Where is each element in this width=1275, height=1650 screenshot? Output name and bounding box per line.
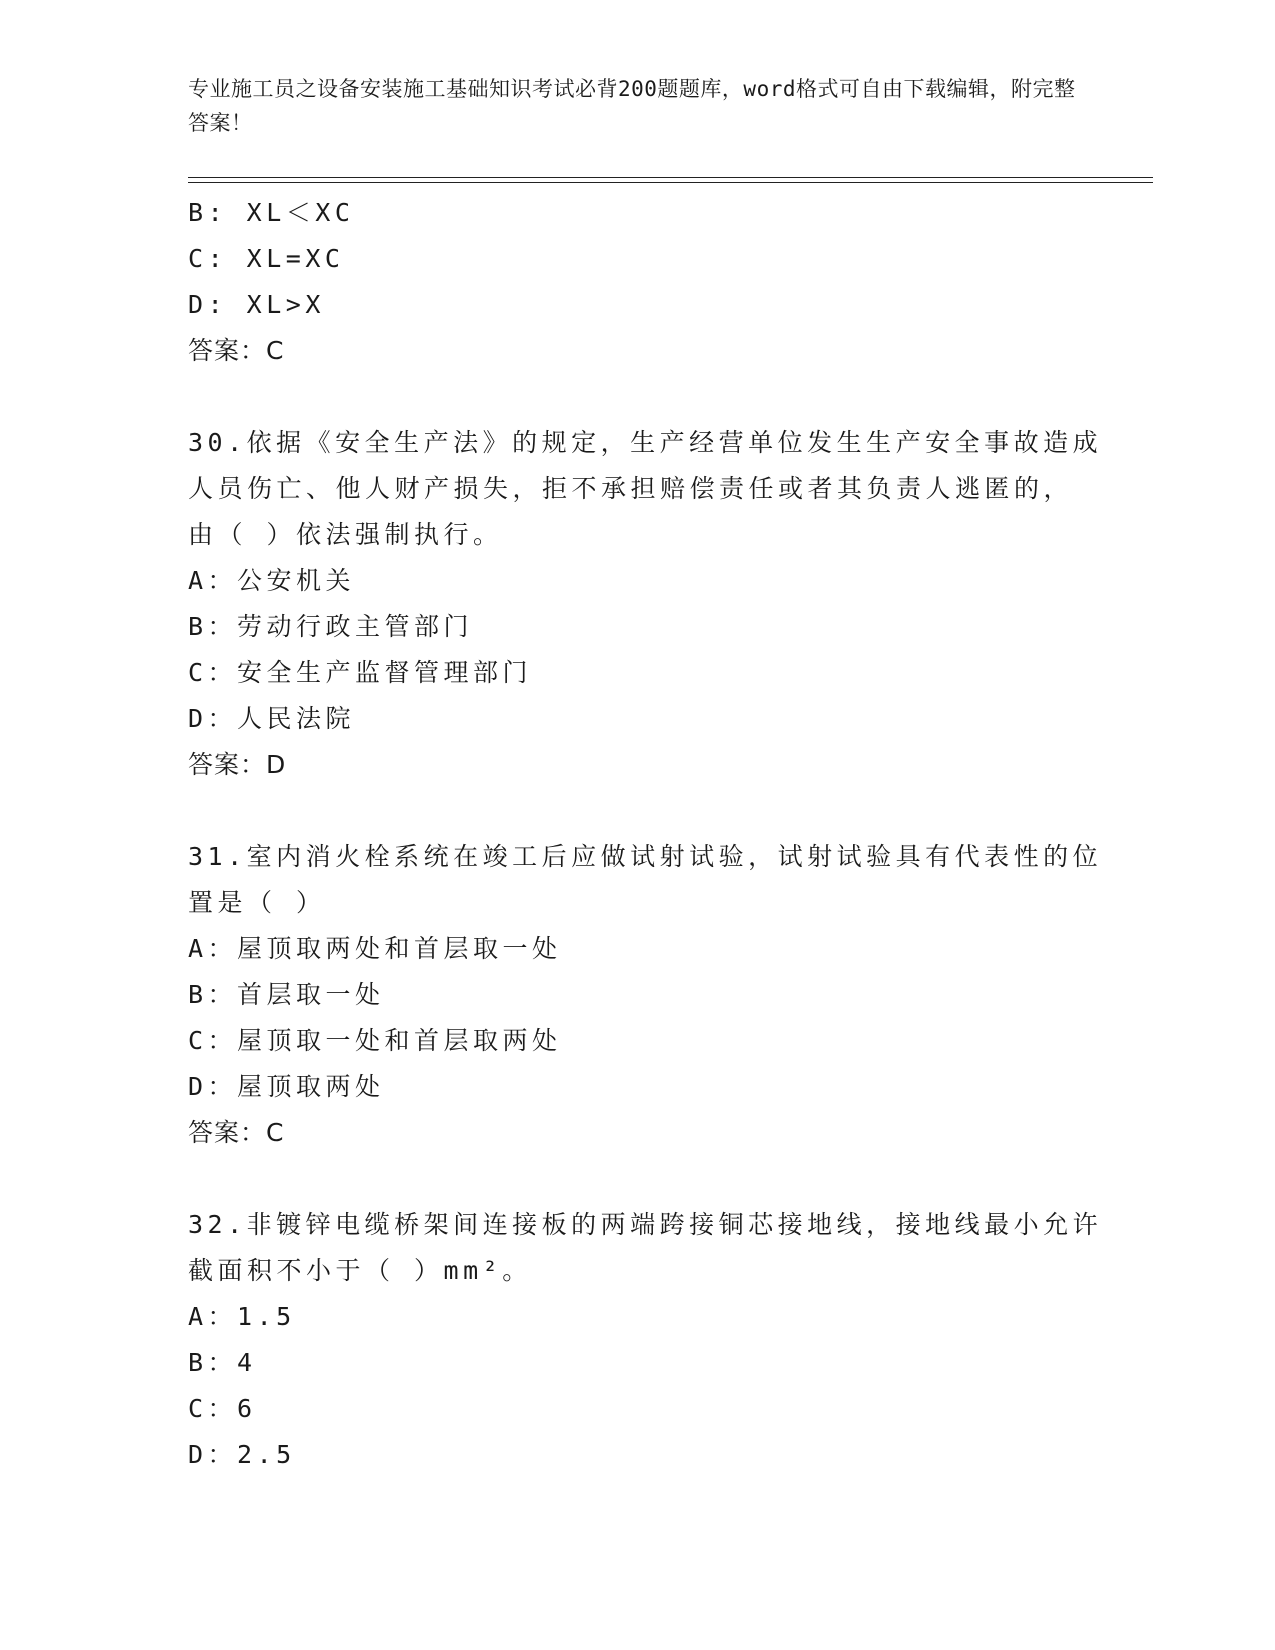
option-b: B：首层取一处 (188, 980, 385, 1009)
answer-line: 答案：C (188, 1118, 285, 1147)
question-content (188, 190, 1108, 1478)
option-c: C：安全生产监督管理部门 (188, 658, 533, 687)
question-32 (188, 1202, 1108, 1478)
question-text: 置是（ ） (188, 888, 326, 917)
header-divider-bottom (188, 182, 1153, 183)
option-d: D：2.5 (188, 1440, 296, 1469)
option-d: D：人民法院 (188, 704, 356, 733)
option-a: A：屋顶取两处和首层取一处 (188, 934, 562, 963)
option-a: A：1.5 (188, 1302, 296, 1331)
option-c: C: XL=XC (188, 244, 345, 273)
question-text: 人员伤亡、他人财产损失，拒不承担赔偿责任或者其负责人逃匿的， (188, 474, 1074, 503)
option-d: D: XL>X (188, 290, 325, 319)
option-b: B：劳动行政主管部门 (188, 612, 474, 641)
question-30 (188, 420, 1108, 788)
option-c: C：6 (188, 1394, 257, 1423)
question-text: 32.非镀锌电缆桥架间连接板的两端跨接铜芯接地线，接地线最小允许 (188, 1210, 1103, 1239)
answer-line: 答案：C (188, 336, 285, 365)
question-text: 截面积不小于（ ）mm²。 (188, 1256, 532, 1285)
option-b: B：4 (188, 1348, 257, 1377)
question-text: 由（ ）依法强制执行。 (188, 520, 503, 549)
option-a: A：公安机关 (188, 566, 356, 595)
option-b: B: XL＜XC (188, 198, 355, 227)
header-divider-top (188, 177, 1153, 178)
document-header: 专业施工员之设备安装施工基础知识考试必背200题题库，word格式可自由下载编辑，附完整答案！ (188, 77, 1076, 135)
option-c: C：屋顶取一处和首层取两处 (188, 1026, 562, 1055)
option-d: D：屋顶取两处 (188, 1072, 385, 1101)
question-text: 30.依据《安全生产法》的规定，生产经营单位发生生产安全事故造成 (188, 428, 1103, 457)
question-text: 31.室内消火栓系统在竣工后应做试射试验，试射试验具有代表性的位 (188, 842, 1103, 871)
question-31 (188, 834, 1108, 1156)
answer-line: 答案：D (188, 750, 287, 779)
